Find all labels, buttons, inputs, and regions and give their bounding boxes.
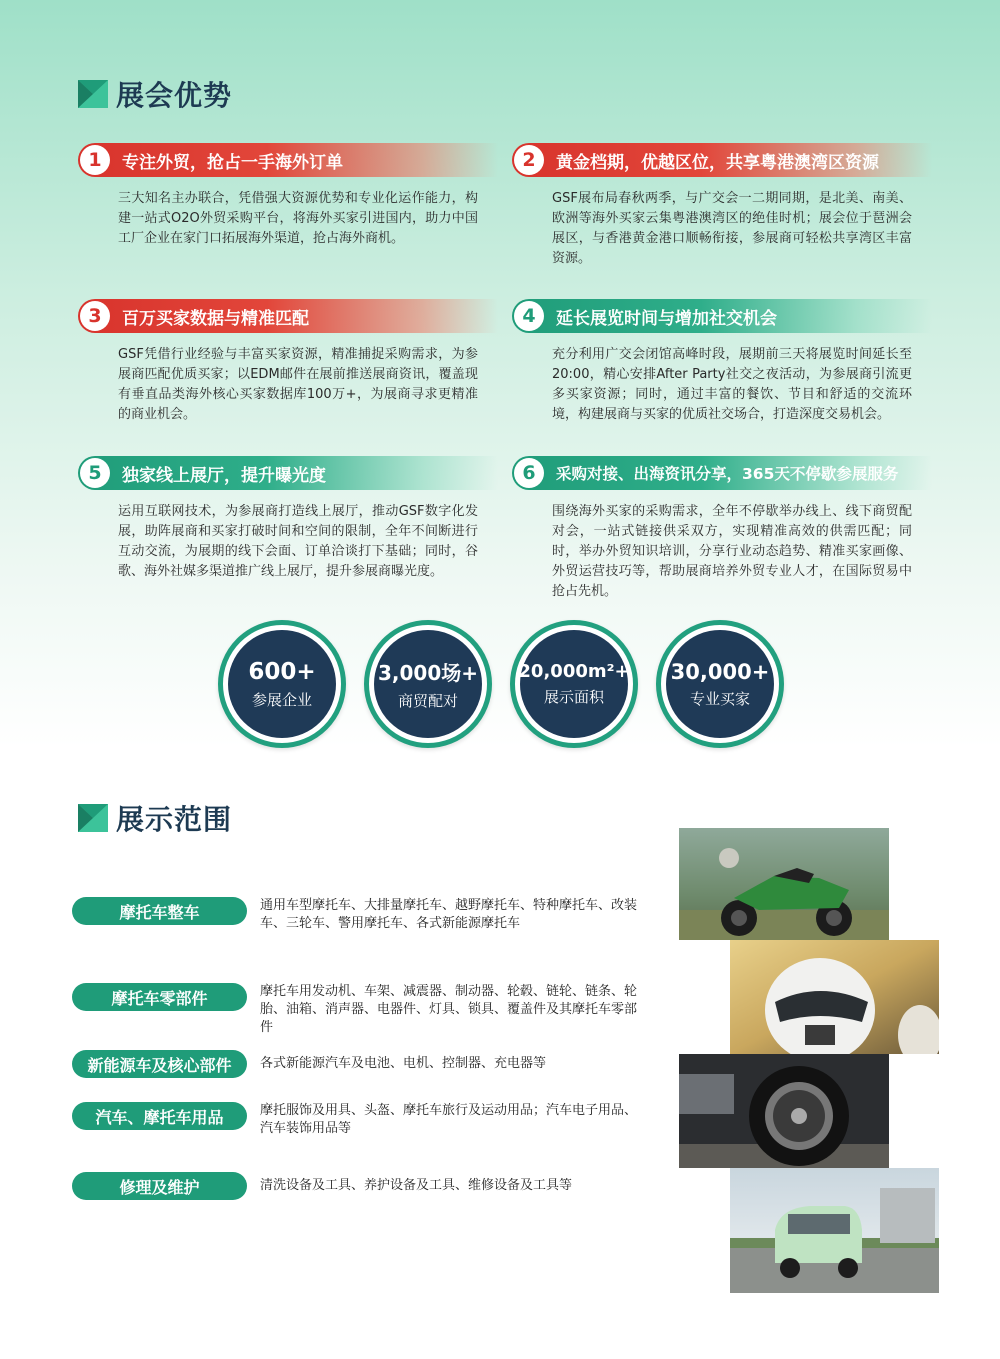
- advantage-title-bar: [512, 299, 932, 333]
- section-heading: 展会优势: [116, 79, 233, 112]
- advantage-number: 5: [80, 458, 110, 488]
- advantage-item-3: [78, 299, 498, 425]
- advantage-title-bar: [512, 456, 932, 490]
- advantage-number: 1: [80, 145, 110, 175]
- advantage-body: 充分利用广交会闭馆高峰时段，展期前三天将展览时间延长至20:00，精心安排After Party社交之夜活动，为参展商引流更多买家资源；同时，通过丰富的餐饮、节目和舒适的交流环境，构建展商与买家的优质社交场合，打造深度交易机会。: [552, 347, 912, 422]
- advantage-title: 独家线上展厅，提升曝光度: [122, 465, 326, 486]
- advantage-title-bar: [78, 456, 498, 490]
- brand-logo-icon: [78, 80, 108, 108]
- advantage-title: 延长展览时间与增加社交机会: [556, 308, 777, 329]
- stat-value: 3,000场+: [377, 661, 479, 685]
- stat-area: [510, 620, 638, 748]
- category-desc: 通用车型摩托车、大排量摩托车、越野摩托车、特种摩托车、改装车、三轮车、警用摩托车、各式新能源摩托车: [260, 898, 638, 931]
- advantage-title-bar: [78, 143, 498, 177]
- advantage-item-5: [78, 456, 498, 582]
- category-pill: 修理及维护: [72, 1172, 247, 1200]
- advantage-item-2: [512, 143, 932, 269]
- stat-value: 600+: [248, 658, 316, 685]
- stat-value: 20,000m²+: [518, 661, 630, 682]
- advantage-item-1: [78, 143, 498, 249]
- wheel-photo: [679, 1054, 889, 1168]
- category-desc: 摩托服饰及用具、头盔、摩托车旅行及运动用品；汽车电子用品、汽车装饰用品等: [260, 1103, 638, 1136]
- advantage-title: 黄金档期，优越区位，共享粤港澳湾区资源: [556, 152, 879, 173]
- brand-logo-icon: [78, 804, 108, 832]
- stat-matchmaking: [364, 620, 492, 748]
- stat-label: 专业买家: [689, 689, 750, 708]
- advantage-title-bar: [78, 299, 498, 333]
- advantage-number: 4: [514, 301, 544, 331]
- category-pill: 汽车、摩托车用品: [72, 1102, 247, 1130]
- advantage-body: 围绕海外买家的采购需求，全年不停歇举办线上、线下商贸配对会，一站式链接供采双方，实现精准高效的供需匹配；同时，举办外贸知识培训，分享行业动态趋势、精准买家画像、外贸运营技巧等，帮助展商培养外贸专业人才，在国际贸易中抢占先机。: [552, 504, 912, 599]
- category-pill: 新能源车及核心部件: [72, 1050, 247, 1078]
- electric-car-photo: [730, 1168, 939, 1293]
- section-heading: 展示范围: [116, 803, 233, 836]
- category-desc: 清洗设备及工具、养护设备及工具、维修设备及工具等: [260, 1178, 573, 1193]
- helmet-photo: [730, 940, 939, 1054]
- advantage-body: 三大知名主办联合，凭借强大资源优势和专业化运作能力，构建一站式O2O外贸采购平台，将海外买家引进国内，助力中国工厂企业在家门口拓展海外渠道，抢占海外商机。: [118, 191, 478, 246]
- advantage-number: 3: [80, 301, 110, 331]
- advantage-title: 百万买家数据与精准匹配: [122, 308, 309, 329]
- advantage-number: 2: [514, 145, 544, 175]
- advantages-section-title: [78, 74, 232, 114]
- advantage-item-4: [512, 299, 932, 425]
- motorcycle-photo: [679, 828, 889, 940]
- category-row: [72, 1102, 645, 1138]
- advantage-title-bar: [512, 143, 932, 177]
- scope-section-title: [78, 798, 232, 838]
- stat-value: 30,000+: [670, 659, 770, 684]
- advantage-item-6: [512, 456, 932, 602]
- stat-label: 参展企业: [251, 690, 312, 709]
- category-pill: 摩托车零部件: [72, 983, 247, 1011]
- advantage-body: GSF凭借行业经验与丰富买家资源，精准捕捉采购需求，为参展商匹配优质买家；以EDM邮件在展前推送展商资讯，覆盖现有垂直品类海外核心买家数据库100万+，为展商寻求更精准的商业机会。: [118, 347, 478, 422]
- category-pill: 摩托车整车: [72, 897, 247, 925]
- category-desc: 各式新能源汽车及电池、电机、控制器、充电器等: [260, 1056, 547, 1071]
- advantage-body: GSF展布局春秋两季，与广交会一二期同期，是北美、南美、欧洲等海外买家云集粤港澳湾区的绝佳时机；展会位于琶洲会展区，与香港黄金港口顺畅衔接，参展商可轻松共享湾区丰富资源。: [552, 191, 912, 266]
- advantage-title: 专注外贸，抢占一手海外订单: [122, 152, 343, 173]
- category-row: [72, 983, 645, 1037]
- stat-label: 商贸配对: [397, 692, 458, 710]
- advantage-title: 采购对接、出海资讯分享，365天不停歇参展服务: [556, 465, 899, 483]
- stats-row: [218, 620, 784, 748]
- stat-label: 展示面积: [543, 688, 604, 706]
- stat-exhibitors: [218, 620, 346, 748]
- category-row: [72, 1050, 645, 1078]
- advantage-body: 运用互联网技术，为参展商打造线上展厅，推动GSF数字化发展，助阵展商和买家打破时间和空间的限制，全年不间断进行互动交流，为展期的线下会面、订单洽谈打下基础；同时，谷歌、海外社媒多渠道推广线上展厅，提升参展商曝光度。: [118, 504, 478, 579]
- stat-buyers: [656, 620, 784, 748]
- category-row: [72, 1172, 645, 1200]
- category-row: [72, 897, 645, 933]
- advantage-number: 6: [514, 458, 544, 488]
- category-desc: 摩托车用发动机、车架、减震器、制动器、轮毂、链轮、链条、轮胎、油箱、消声器、电器件、灯具、锁具、覆盖件及其摩托车零部件: [260, 984, 638, 1035]
